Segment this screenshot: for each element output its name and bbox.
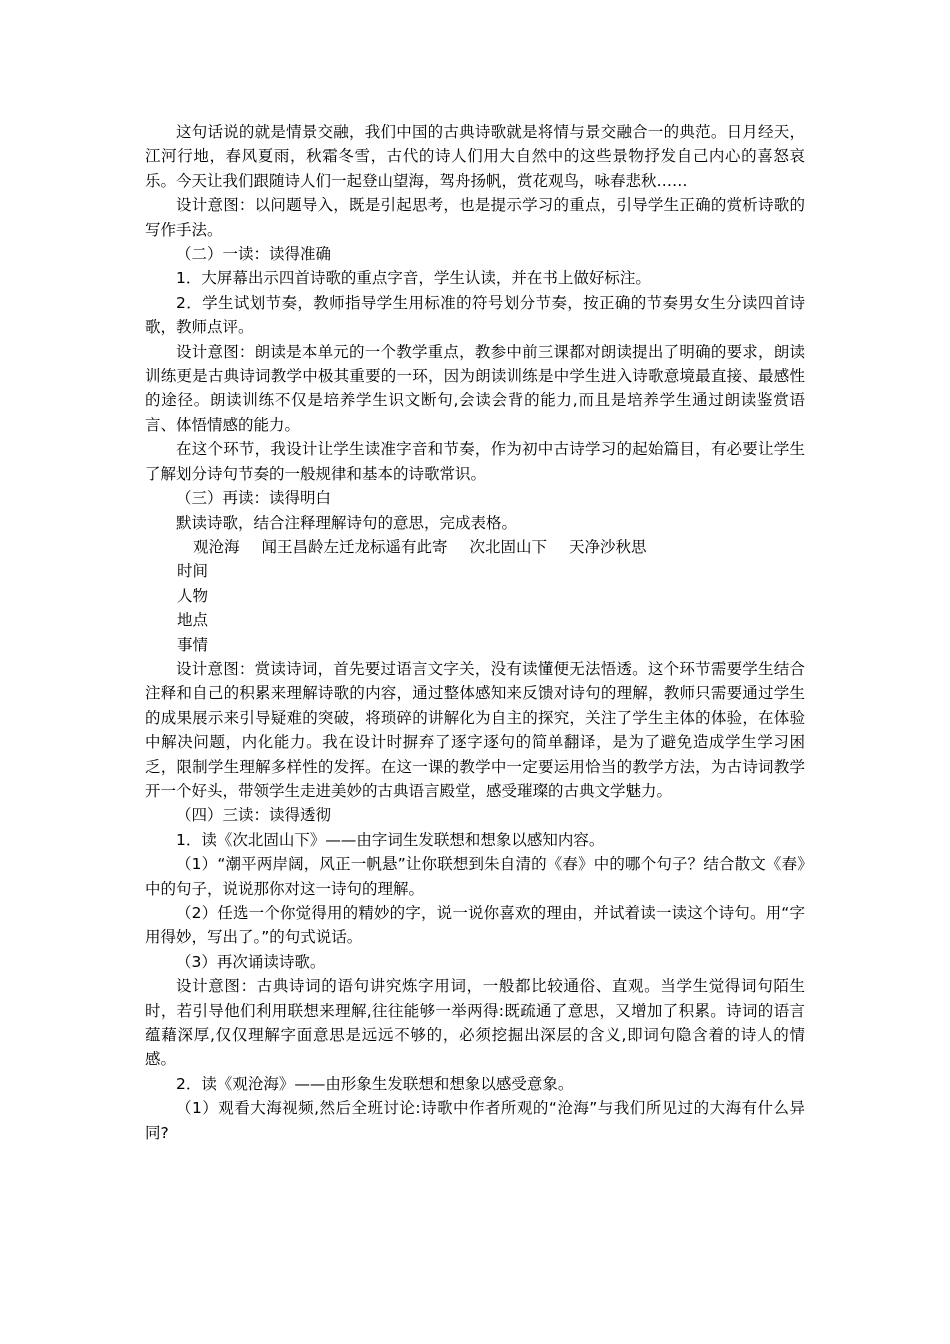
section-heading: （二）一读：读得准确 [176,245,332,264]
paragraph: 1．大屏幕出示四首诗歌的重点字音，学生认读，并在书上做好标注。 [176,269,651,288]
paragraph: 2．读《观沧海》——由形象生发联想和想象以感受意象。 [176,1074,574,1093]
paragraph: （1）观看大海视频,然后全班讨论:诗歌中作者所观的“沧海”与我们所见过的大海有什么异同? [145,1099,805,1142]
paragraph: 设计意图：以问题导入，既是引起思考，也是提示学习的重点，引导学生正确的赏析诗歌的写作手法。 [145,196,805,239]
paragraph: （2）任选一个你觉得用的精妙的字，说一说你喜欢的理由，并试着读一读这个诗句。用“字用得妙，写出了。”的句式说话。 [145,904,805,947]
document-body [145,120,805,1145]
paragraph: 设计意图：古典诗词的语句讲究炼字用词，一般都比较通俗、直观。当学生觉得词句陌生时，若引导他们利用联想来理解,往往能够一举两得:既疏通了意思，又增加了积累。诗词的语言蕴藉深厚,仅仅理解字面意思是远远不够的，必须挖掘出深层的含义,即词句隐含着的诗人的情感。 [145,977,805,1069]
paragraph: （3）再次诵读诗歌。 [176,952,326,971]
table-row-label: 事情 [177,635,209,654]
paragraph: 设计意图：朗读是本单元的一个教学重点，教参中前三课都对朗读提出了明确的要求，朗读训练更是古典诗词教学中极其重要的一环，因为朗读训练是中学生进入诗歌意境最直接、最感性的途径。朗读训练不仅是培养学生识文断句,会读会背的能力,而且是培养学生通过朗读鉴赏语言、体悟情感的能力。 [145,342,805,434]
table-row-label: 地点 [177,611,209,630]
table-row-label: 时间 [177,562,209,581]
table-header-cell: 天净沙秋思 [569,537,647,556]
section-heading: （三）再读：读得明白 [176,489,332,508]
table-header-row [145,535,805,559]
paragraph: 2．学生试划节奏，教师指导学生用标准的符号划分节奏，按正确的节奏男女生分读四首诗歌，教师点评。 [145,293,805,337]
paragraph: 在这个环节，我设计让学生读准字音和节奏，作为初中古诗学习的起始篇目，有必要让学生了解划分诗句节奏的一般规律和基本的诗歌常识。 [145,440,805,483]
paragraph: 这句话说的就是情景交融，我们中国的古典诗歌就是将情与景交融合一的典范。日月经天，江河行地，春风夏雨，秋霜冬雪，古代的诗人们用大自然中的这些景物抒发自己内心的喜怒哀乐。今天让我们跟随诗人们一起登山望海，驾舟扬帆，赏花观鸟，咏春悲秋…… [145,123,805,190]
paragraph: 1．读《次北固山下》——由字词生发联想和想象以感知内容。 [176,830,605,849]
table-header-cell: 次北固山下 [469,537,548,556]
table-row-label: 人物 [177,586,209,605]
paragraph: （1）“潮平两岸阔，风正一帆悬”让你联想到朱自清的《春》中的哪个句子？结合散文《春》中的句子，说说那你对这一诗句的理解。 [145,855,805,898]
section-heading: （四）三读：读得透彻 [176,806,332,825]
table-header-cell: 闻王昌龄左迁龙标遥有此寄 [261,537,448,556]
paragraph: 设计意图：赏读诗词，首先要过语言文字关，没有读懂便无法悟透。这个环节需要学生结合注释和自己的积累来理解诗歌的内容，通过整体感知来反馈对诗句的理解，教师只需要通过学生的成果展示来引导疑难的突破，将琐碎的讲解化为自主的探究，关注了学生主体的体验，在体验中解决问题，内化能力。我在设计时摒弃了逐字逐句的简单翻译，是为了避免造成学生学习困乏，限制学生理解多样性的发挥。在这一课的教学中一定要运用恰当的教学方法，为古诗词教学开一个好头，带领学生走进美妙的古典语言殿堂，感受璀璨的古典文学魅力。 [145,659,805,800]
paragraph: 默读诗歌，结合注释理解诗句的意思，完成表格。 [176,513,518,532]
table-header-cell: 观沧海 [193,537,240,556]
